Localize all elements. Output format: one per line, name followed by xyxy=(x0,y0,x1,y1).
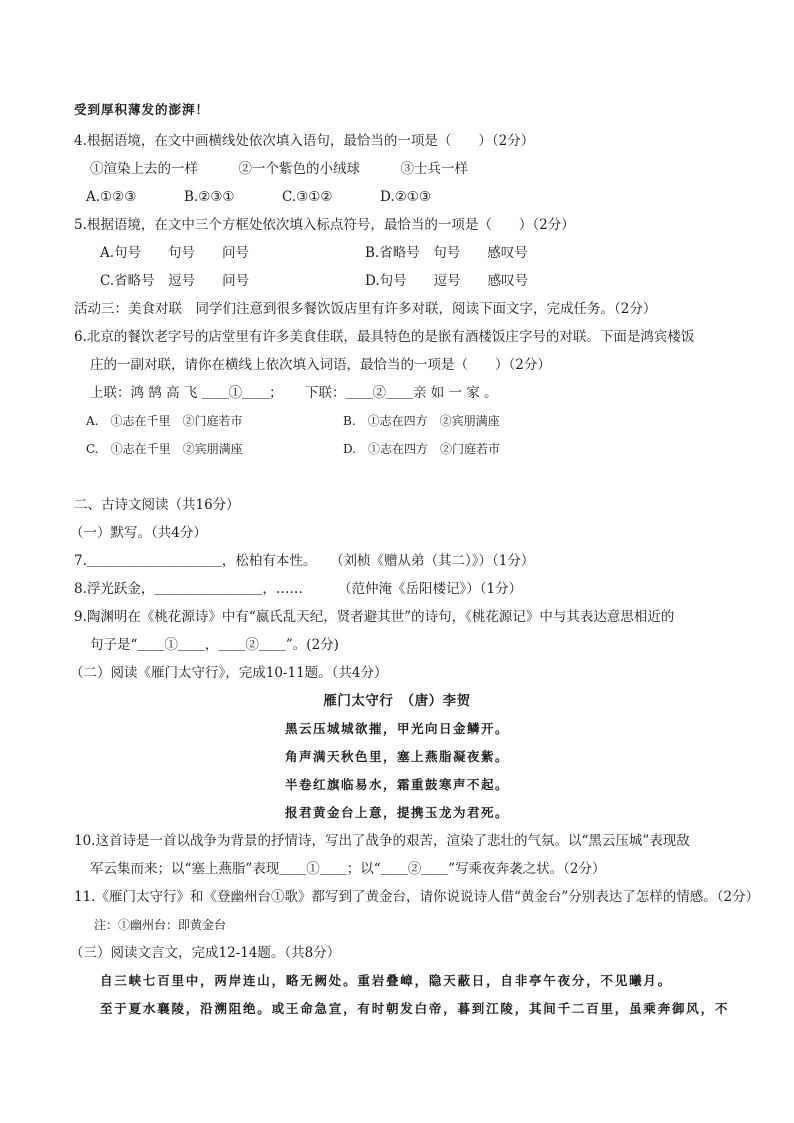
section2-heading: 二、古诗文阅读（共16分） xyxy=(74,497,240,513)
classical-text-line: 至于夏水襄陵，沿溯阻绝。或王命急宣，有时朝发白帝，暮到江陵，其间千二百里，虽乘奔御风，不 xyxy=(100,1001,730,1016)
q5-option-d: D.句号 逗号 感叹号 xyxy=(365,273,529,289)
q7-source: （刘桢《赠从弟（其二）》）（1分） xyxy=(330,553,535,569)
q6-option-d: D. ①志在四方 ②门庭若市 xyxy=(343,442,501,456)
q9-line2: 句子是“＿＿①＿＿，＿＿②＿＿”。(2分) xyxy=(90,637,339,653)
q9-line1: 9.陶渊明在《桃花源诗》中有“嬴氏乱天纪，贤者避其世”的诗句，《桃花源记》中与其表达意思相近的 xyxy=(74,609,675,625)
subsection-dictation: （一）默写。（共4分） xyxy=(70,525,207,541)
q10-line1: 10.这首诗是一首以战争为背景的抒情诗，写出了战争的艰苦，渲染了悲壮的气氛。以“黑云压城”表现敌 xyxy=(74,833,690,849)
q11-note: 注：①幽州台：即黄金台 xyxy=(94,918,227,932)
subsection-poem: （二）阅读《雁门太守行》，完成10-11题。（共4分） xyxy=(70,665,388,681)
q5-option-c: C.省略号 逗号 问号 xyxy=(100,273,250,289)
q6-option-b: B. ①志在四方 ②宾朋满座 xyxy=(343,414,500,428)
q4-option-a: A.①②③ xyxy=(86,189,137,205)
q6-option-a: A. ①志在千里 ②门庭若市 xyxy=(86,414,243,428)
poem-line: 黑云压城城欲摧，甲光向日金鳞开。 xyxy=(284,721,509,736)
q10-line2: 军云集而来；以“塞上燕脂”表现＿＿①＿＿；以“＿＿②＿＿”写乘夜奔袭之状。（2分） xyxy=(90,861,606,877)
couplet-lower: 下联：＿＿②＿＿亲 如 一 家 。 xyxy=(305,385,498,401)
q4-option-c: C.③①② xyxy=(282,189,333,205)
activity3-heading: 活动三：美食对联 同学们注意到很多餐饮饭店里有许多对联，阅读下面文字，完成任务。（2分） xyxy=(74,301,657,317)
q6-stem-line2: 庄的一副对联，请你在横线上依次填入词语，最恰当的一项是（ ）（2分） xyxy=(90,357,551,373)
q8-source: （范仲淹《岳阳楼记》）（1分） xyxy=(338,581,523,597)
q7-text: 7.＿＿＿＿＿＿＿＿＿＿，松柏有本性。 xyxy=(74,553,317,569)
q6-stem-line1: 6.北京的餐饮老字号的店堂里有许多美食佳联，最具特色的是嵌有酒楼饭庄字号的对联。下面是鸿宾楼饭 xyxy=(74,329,695,345)
subsection-classical: （三）阅读文言文，完成12-14题。（共8分） xyxy=(70,945,341,961)
q4-choices: ①渲染上去的一样 ②一个紫色的小绒球 ③士兵一样 xyxy=(90,161,468,177)
q5-stem: 5.根据语境，在文中三个方框处依次填入标点符号，最恰当的一项是（ ）（2分） xyxy=(74,217,575,233)
poem-line: 半卷红旗临易水，霜重鼓寒声不起。 xyxy=(284,777,509,792)
q11-stem: 11.《雁门太守行》和《登幽州台①歌》都写到了黄金台，请你说说诗人借“黄金台”分别表达了怎样的情感。（2分） xyxy=(74,889,760,905)
q4-option-b: B.②③① xyxy=(184,189,235,205)
q6-option-c: C. ①志在千里 ②宾朋满座 xyxy=(86,442,243,456)
couplet-upper: 上联：鸿 鹄 高 飞 ＿＿①＿＿； xyxy=(90,385,283,401)
classical-text-line: 自三峡七百里中，两岸连山，略无阙处。重岩叠嶂，隐天蔽日，自非亭午夜分，不见曦月。 xyxy=(100,973,673,988)
q5-option-a: A.句号 句号 问号 xyxy=(100,245,250,261)
poem-title: 雁门太守行 （唐）李贺 xyxy=(323,693,471,709)
poem-line: 报君黄金台上意，提携玉龙为君死。 xyxy=(284,805,509,820)
top-fragment: 受到厚积薄发的澎湃！ xyxy=(74,102,210,117)
q4-stem: 4.根据语境，在文中画横线处依次填入语句，最恰当的一项是（ ）（2分） xyxy=(74,133,535,149)
q4-option-d: D.②①③ xyxy=(380,189,431,205)
poem-line: 角声满天秋色里，塞上燕脂凝夜紫。 xyxy=(284,749,509,764)
q8-text: 8.浮光跃金，＿＿＿＿＿＿＿＿，…… xyxy=(74,581,303,597)
q5-option-b: B.省略号 句号 感叹号 xyxy=(365,245,528,261)
